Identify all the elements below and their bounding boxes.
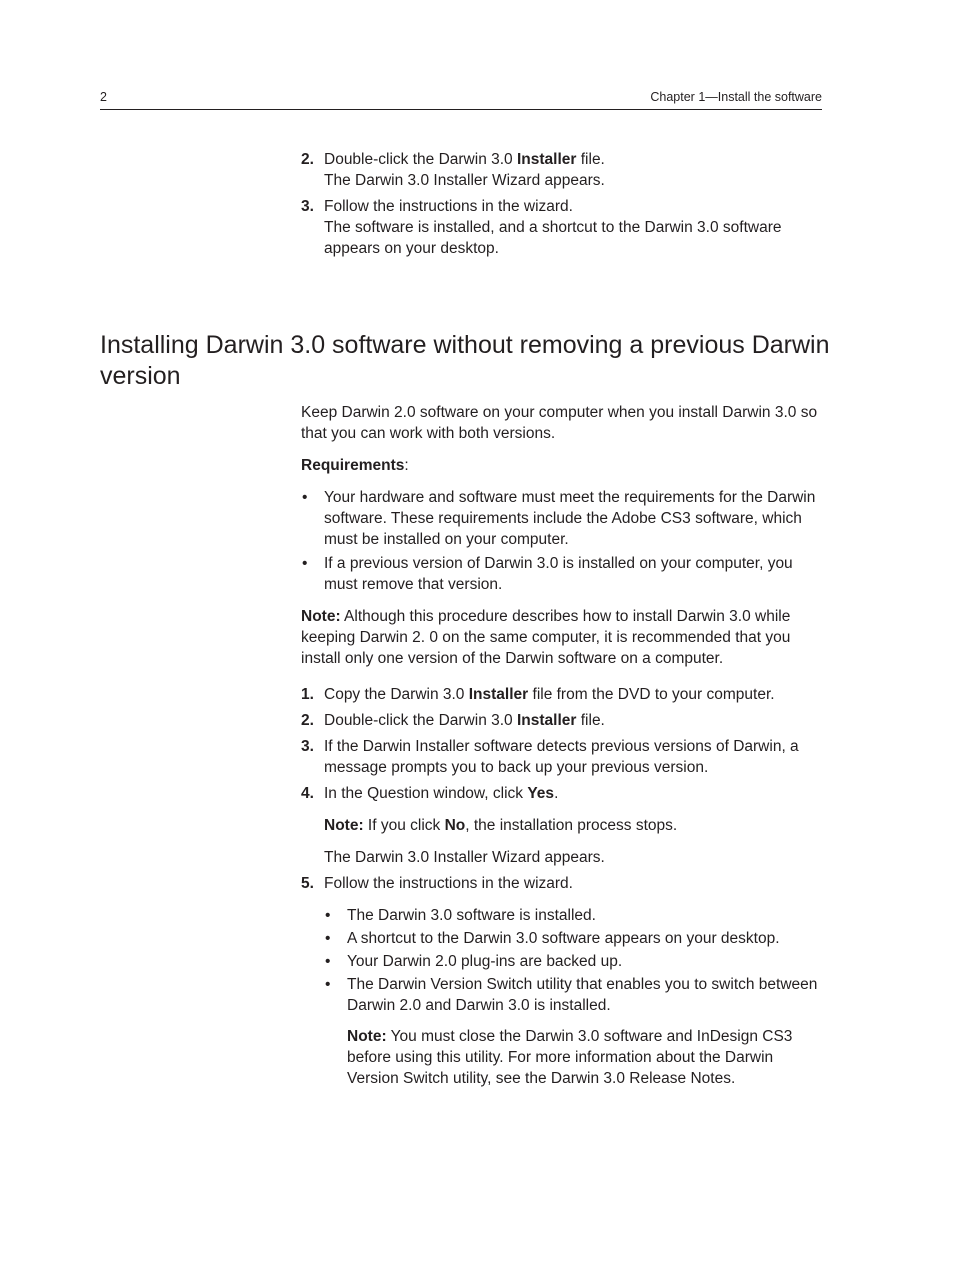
step-number: 3.: [301, 198, 314, 215]
list-item: • A shortcut to the Darwin 3.0 software appears on your desktop.: [325, 930, 780, 947]
list-item: 2. Double-click the Darwin 3.0 Installer file.: [301, 712, 605, 729]
step-number: 5.: [301, 875, 314, 892]
step-number: 2.: [301, 151, 314, 168]
step-number: 1.: [301, 686, 314, 703]
list-item: • Your hardware and software must meet the requirements for the Darwin software. These requirements include the Adobe CS3 software, which must be installed on your computer.: [302, 489, 816, 548]
step-note: Note: You must close the Darwin 3.0 software and InDesign CS3 before using this utility. For more information about the Darwin Version Switch utility, see the Darwin 3.0 Release Notes.: [347, 1028, 793, 1087]
step-number: 2.: [301, 712, 314, 729]
list-item: • Your Darwin 2.0 plug-ins are backed up.: [325, 953, 623, 970]
requirements-heading: Requirements:: [301, 457, 409, 474]
chapter-title: Chapter 1—Install the software: [650, 90, 822, 104]
section-heading: Installing Darwin 3.0 software without removing a previous Darwin version: [100, 331, 830, 390]
bullet-icon: •: [302, 489, 308, 506]
bullet-icon: •: [325, 930, 331, 947]
list-item: 5. Follow the instructions in the wizard. • The Darwin 3.0 software is installed. • A shortcut to the Darwin 3.0 software appears on your desktop. • Your Darwin 2.0 plug-ins are backed up. • The Darwin Version Switch utility that enables you to switch between Darwin 2.0 and Darwin 3.0 is installed. Note: You must close the Darwin 3.0 software and InDesign CS3 before using this utility. For more information about the Darwin Version Switch utility, see the Darwin 3.0 Release Notes.: [301, 873, 826, 1089]
bullet-icon: •: [325, 907, 331, 924]
list-item: 1. Copy the Darwin 3.0 Installer file from the DVD to your computer.: [301, 686, 775, 703]
bullet-icon: •: [325, 976, 331, 993]
note-paragraph: Note: Although this procedure describes how to install Darwin 3.0 while keeping Darwin 2. 0 on the same computer, it is recommended that you install only one version of the Darwin software on a computer.: [301, 608, 791, 667]
top-steps: [301, 149, 826, 264]
page-number: 2: [100, 90, 107, 104]
list-item: 2. Double-click the Darwin 3.0 Installer file. The Darwin 3.0 Installer Wizard appears.: [301, 149, 826, 191]
step-result: The Darwin 3.0 Installer Wizard appears.: [324, 849, 605, 866]
step-result: The Darwin 3.0 Installer Wizard appears.: [324, 172, 605, 189]
list-item: 3. If the Darwin Installer software detects previous versions of Darwin, a message prompts you to back up your previous version.: [301, 738, 799, 776]
page-header: [100, 89, 822, 110]
bullet-icon: •: [302, 555, 308, 572]
list-item: • The Darwin 3.0 software is installed.: [325, 907, 596, 924]
list-item: • If a previous version of Darwin 3.0 is installed on your computer, you must remove that version.: [302, 555, 793, 593]
list-item: • The Darwin Version Switch utility that enables you to switch between Darwin 2.0 and Darwin 3.0 is installed.: [325, 976, 818, 1014]
intro-paragraph: Keep Darwin 2.0 software on your computer when you install Darwin 3.0 so that you can work with both versions.: [301, 404, 818, 442]
list-item: 3. Follow the instructions in the wizard. The software is installed, and a shortcut to the Darwin 3.0 software appears on your desktop.: [301, 196, 826, 259]
step-note: Note: If you click No, the installation process stops.: [324, 817, 678, 834]
step-result: The software is installed, and a shortcut to the Darwin 3.0 software appears on your desktop.: [324, 219, 782, 257]
step-number: 4.: [301, 785, 314, 802]
bullet-icon: •: [325, 953, 331, 970]
step-number: 3.: [301, 738, 314, 755]
list-item: 4. In the Question window, click Yes. Note: If you click No, the installation process stops. The Darwin 3.0 Installer Wizard appears.: [301, 783, 826, 868]
section-body: [301, 402, 826, 1094]
